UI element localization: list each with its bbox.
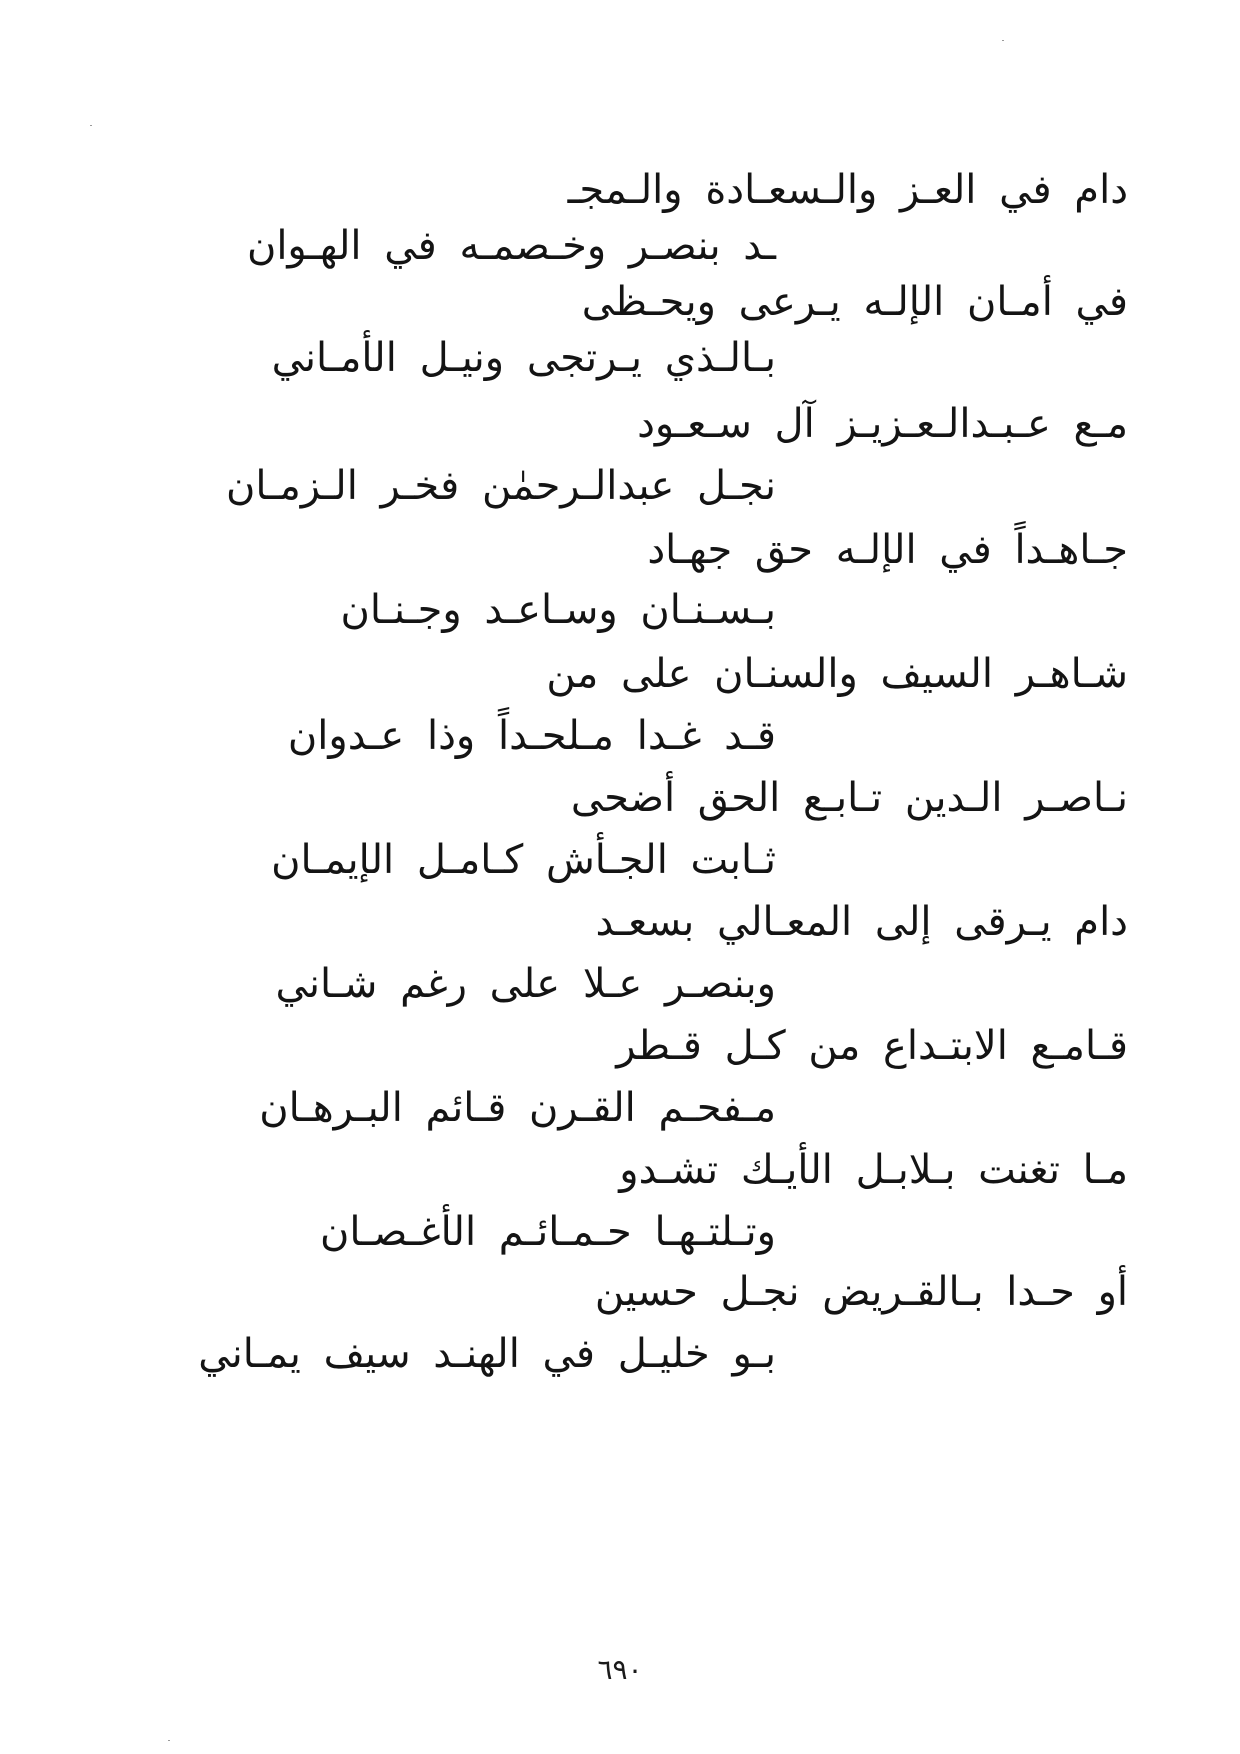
verse-line-first-hemistich: شـاهـر السيف والسنـان على من bbox=[546, 651, 1128, 697]
verse-line-first-hemistich: نـاصـر الـدين تـابـع الحق أضحى bbox=[570, 775, 1128, 821]
verse-line-first-hemistich: أو حـدا بـالقـريض نجـل حسين bbox=[594, 1269, 1128, 1315]
verse-line-second-hemistich: وبنصـر عـلا على رغم شـاني bbox=[275, 961, 776, 1007]
verse-line-second-hemistich: ثـابت الجـأش كـامـل الإيمـان bbox=[271, 837, 776, 883]
verse-line-second-hemistich: بـسـنـان وسـاعـد وجـنـان bbox=[340, 587, 776, 633]
verse-line-second-hemistich: ـد بنصـر وخـصمـه في الهـوان bbox=[246, 223, 776, 269]
verse-line-second-hemistich: بـو خليـل في الهنـد سيف يمـاني bbox=[198, 1331, 776, 1377]
verse-line-second-hemistich: بـالـذي يـرتجى ونيـل الأمـاني bbox=[271, 335, 776, 381]
scan-speck bbox=[168, 1740, 170, 1741]
scan-speck bbox=[1002, 40, 1004, 41]
verse-line-first-hemistich: مـا تغنت بـلابـل الأيـك تشـدو bbox=[619, 1147, 1128, 1193]
verse-line-second-hemistich: نجـل عبدالـرحمٰن فخـر الـزمـان bbox=[226, 463, 776, 509]
verse-line-first-hemistich: جـاهـداً في الإلـه حق جهـاد bbox=[647, 527, 1128, 573]
verse-line-first-hemistich: في أمـان الإلـه يـرعى ويحـظى bbox=[581, 279, 1128, 325]
verse-line-first-hemistich: دام يـرقى إلى المعـالي بسعـد bbox=[595, 899, 1128, 945]
verse-line-second-hemistich: وتـلتـهـا حـمـائـم الأغـصـان bbox=[319, 1209, 776, 1255]
verse-line-first-hemistich: مـع عـبـدالـعـزيـز آل سـعـود bbox=[637, 401, 1128, 447]
verse-line-first-hemistich: قـامـع الابتـداع من كـل قـطر bbox=[616, 1023, 1128, 1069]
verse-line-second-hemistich: قـد غـدا مـلحـداً وذا عـدوان bbox=[287, 713, 776, 759]
verse-line-first-hemistich: دام في العـز والـسعـادة والـمجـ bbox=[567, 167, 1128, 213]
page-number: ٦٩٠ bbox=[597, 1653, 643, 1686]
scan-speck bbox=[90, 125, 92, 126]
verse-line-second-hemistich: مـفحـم القـرن قـائم البـرهـان bbox=[259, 1085, 776, 1131]
